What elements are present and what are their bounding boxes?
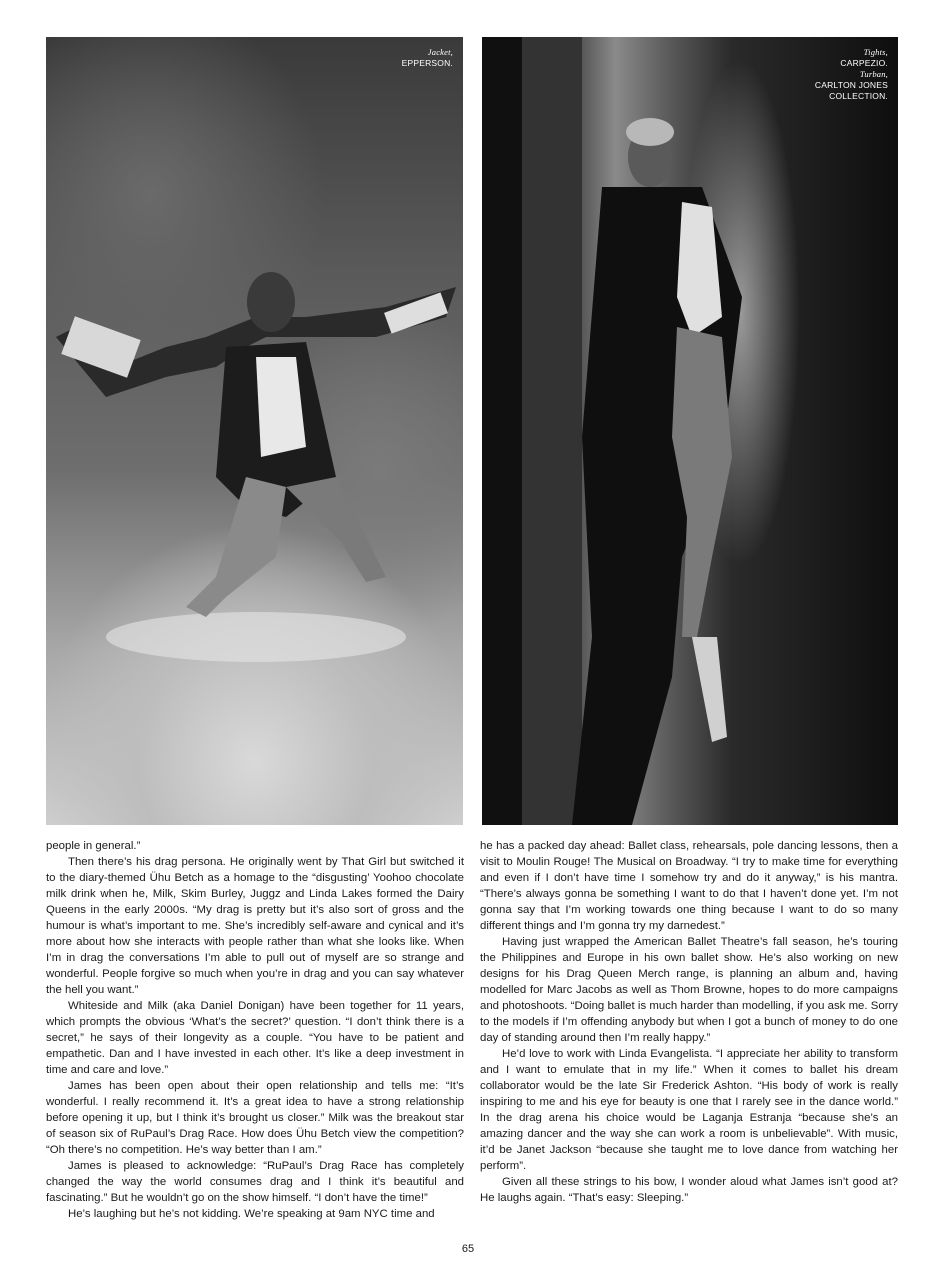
photo-dancer-lunge xyxy=(46,37,463,825)
caption-line: EPPERSON. xyxy=(401,58,453,68)
article-paragraph: James has been open about their open relationship and tells me: “It’s wonderful. I really recommend it. It’s a great idea to have a strong relationship before opening it up, but I think it’s brought us closer.” Milk was the breakout star of season six of RuPaul’s Drag Race. How does Ühu Betch view the competition? “Oh there’s no competition. He’s way better than I am.” xyxy=(46,1080,464,1156)
caption-line: CARPEZIO. xyxy=(840,58,888,68)
caption-line: COLLECTION. xyxy=(829,91,888,101)
article-paragraph: James is pleased to acknowledge: “RuPaul’s Drag Race has completely changed the way the world consumes drag and I think it’s beautiful and fascinating.” But he wouldn’t go on the show himself. “I don’t have the time!” xyxy=(46,1160,464,1204)
article-paragraph: Having just wrapped the American Ballet Theatre’s fall season, he’s touring the Philippines and Europe in his own ballet show. He’s also working on new designs for his Drag Queen Merch range, is planning an album and, having modelled for Marc Jacobs as well as Thom Browne, hopes to do more campaigns and photoshoots. “Doing ballet is much harder than modelling, if you ask me. Sorry to the models if I’m offending anybody but when I got a bunch of money to do one day of standing around then I’m really happy.” xyxy=(480,936,898,1044)
article-paragraph: Whiteside and Milk (aka Daniel Donigan) have been together for 11 years, which prompts the obvious ‘What’s the secret?’ question. “I don’t think there is a secret,” he says of their longevity as a couple. “You have to be patient and empathetic. Dan and I have invested in each other. It’s like a deep investment in time and care and love.” xyxy=(46,1000,464,1076)
photo-dancer-pointe xyxy=(482,37,898,825)
article-paragraph: Given all these strings to his bow, I wonder aloud what James isn’t good at? He laughs again. “That’s easy: Sleeping.” xyxy=(480,1176,898,1204)
page-number: 65 xyxy=(461,1243,475,1255)
article-paragraph: He’d love to work with Linda Evangelista. “I appreciate her ability to transform and I want to emulate that in my life.” When it comes to ballet his dream collaborator would be the late Sir Frederick Ashton. “His body of work is really inspiring to me and his eye for beauty is one that I rarely see in the dance world.” In the drag arena his choice would be Laganja Estranja “because she’s an amazing dancer and the way she can work a room is unbelievable”. With music, it’d be Janet Jackson “because she taught me to love dance from watching her perform”. xyxy=(480,1048,898,1172)
dancer-silhouette xyxy=(482,37,898,825)
photo-credit-left xyxy=(402,47,453,69)
article-paragraph: he has a packed day ahead: Ballet class, rehearsals, pole dancing lessons, then a visit to Moulin Rouge! The Musical on Broadway. “I try to make time for everything and even if I don’t have time I somehow try and do it anyway,” is his mantra. “There’s always gonna be something I want to do that I haven’t done yet. I’m not gonna say that I’m working towards one thing because I want to do so many different things and I’m gonna try my darnedest.” xyxy=(480,840,898,932)
caption-line: Turban, xyxy=(859,69,888,79)
dancer-silhouette xyxy=(46,37,463,825)
caption-line: Jacket, xyxy=(427,47,453,57)
photo-credit-right xyxy=(815,47,888,102)
caption-line: Tights, xyxy=(863,47,888,57)
article-column-left xyxy=(46,838,464,1222)
article-paragraph: He’s laughing but he’s not kidding. We’re speaking at 9am NYC time and xyxy=(68,1208,435,1220)
article-column-right xyxy=(480,838,898,1206)
article-paragraph: people in general.” xyxy=(46,840,141,852)
article-paragraph: Then there’s his drag persona. He originally went by That Girl but switched it to the diary-themed Ühu Betch as a homage to the “disgusting’ Yoohoo chocolate milk drink when he, Milk, Skim Burley, Juggz and Linda Lakes formed the Dairy Queens in the early 2000s. “My drag is pretty but it’s also sort of gross and the humour is what’s important to me. She’s incredibly self-aware and cynical and it’s more about how she interacts with people rather than what she looks like. When I’m in drag the conversations I’m able to pull out of myself are so strange and wonderful. People forgive so much when you’re in drag and you can say whatever the hell you want.” xyxy=(46,856,464,996)
caption-line: CARLTON JONES xyxy=(814,80,888,90)
